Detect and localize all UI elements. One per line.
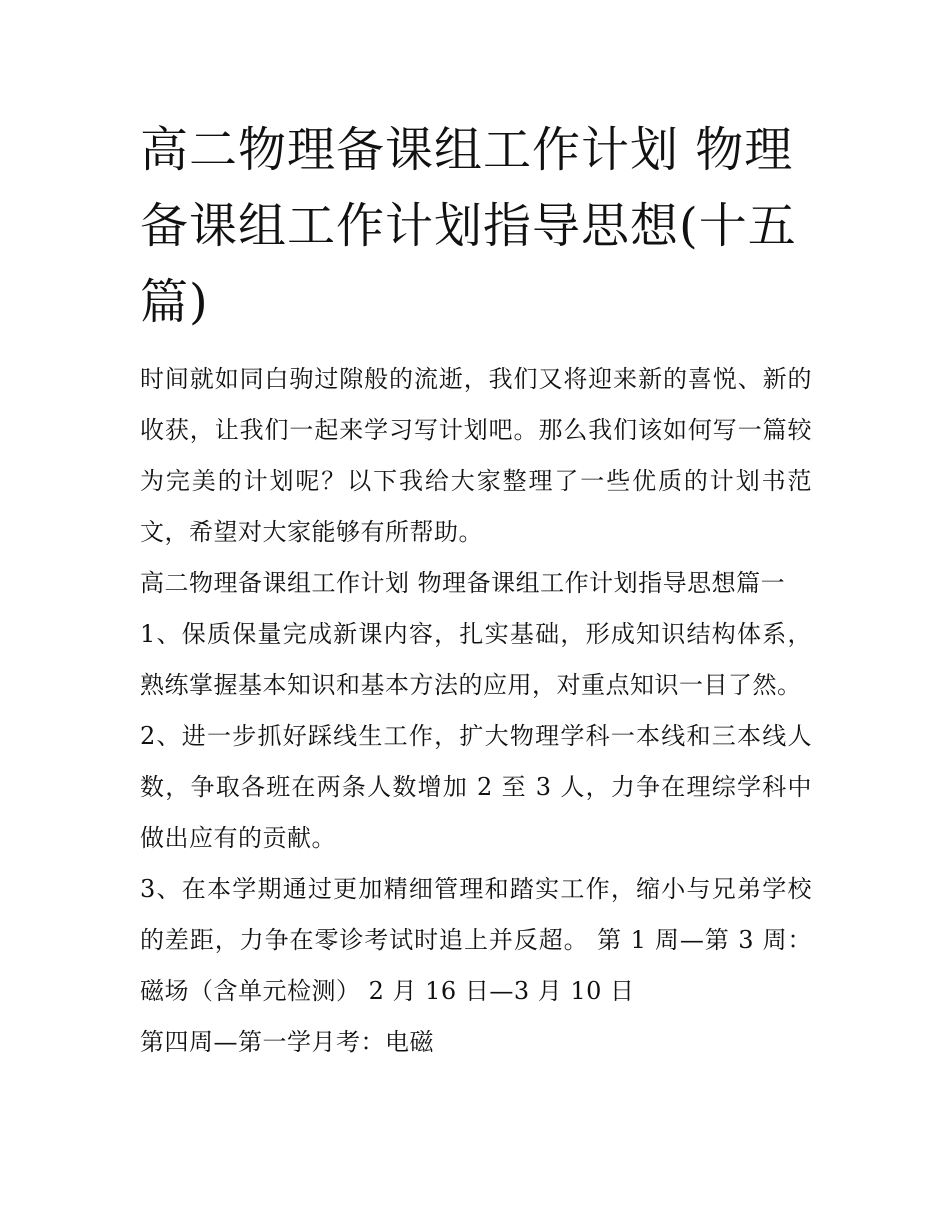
document-page (140, 112, 812, 1068)
goal-item-1: 1、保质保量完成新课内容，扎实基础，形成知识结构体系，熟练掌握基本知识和基本方法的应用，对重点知识一目了然。 (140, 620, 812, 699)
goal-item-3: 3、在本学期通过更加精细管理和踏实工作，缩小与兄弟学校的差距，力争在零诊考试时追上并反超。 第 1 周—第 3 周：磁场（含单元检测） 2 月 16 日—3 月 10 日 (140, 875, 812, 1005)
intro-paragraph: 时间就如同白驹过隙般的流逝，我们又将迎来新的喜悦、新的收获，让我们一起来学习写计划吧。那么我们该如何写一篇较为完美的计划呢？以下我给大家整理了一些优质的计划书范文，希望对大家能够有所帮助。 (140, 365, 812, 546)
document-title: 高二物理备课组工作计划 物理备课组工作计划指导思想(十五篇) (140, 122, 797, 330)
section-heading: 高二物理备课组工作计划 物理备课组工作计划指导思想篇一 (140, 569, 786, 597)
goal-item-2: 2、进一步抓好踩线生工作，扩大物理学科一本线和三本线人数，争取各班在两条人数增加 2 至 3 人，力争在理综学科中做出应有的贡献。 (140, 722, 812, 852)
schedule-item: 第四周—第一学月考：电磁 (140, 1028, 434, 1056)
